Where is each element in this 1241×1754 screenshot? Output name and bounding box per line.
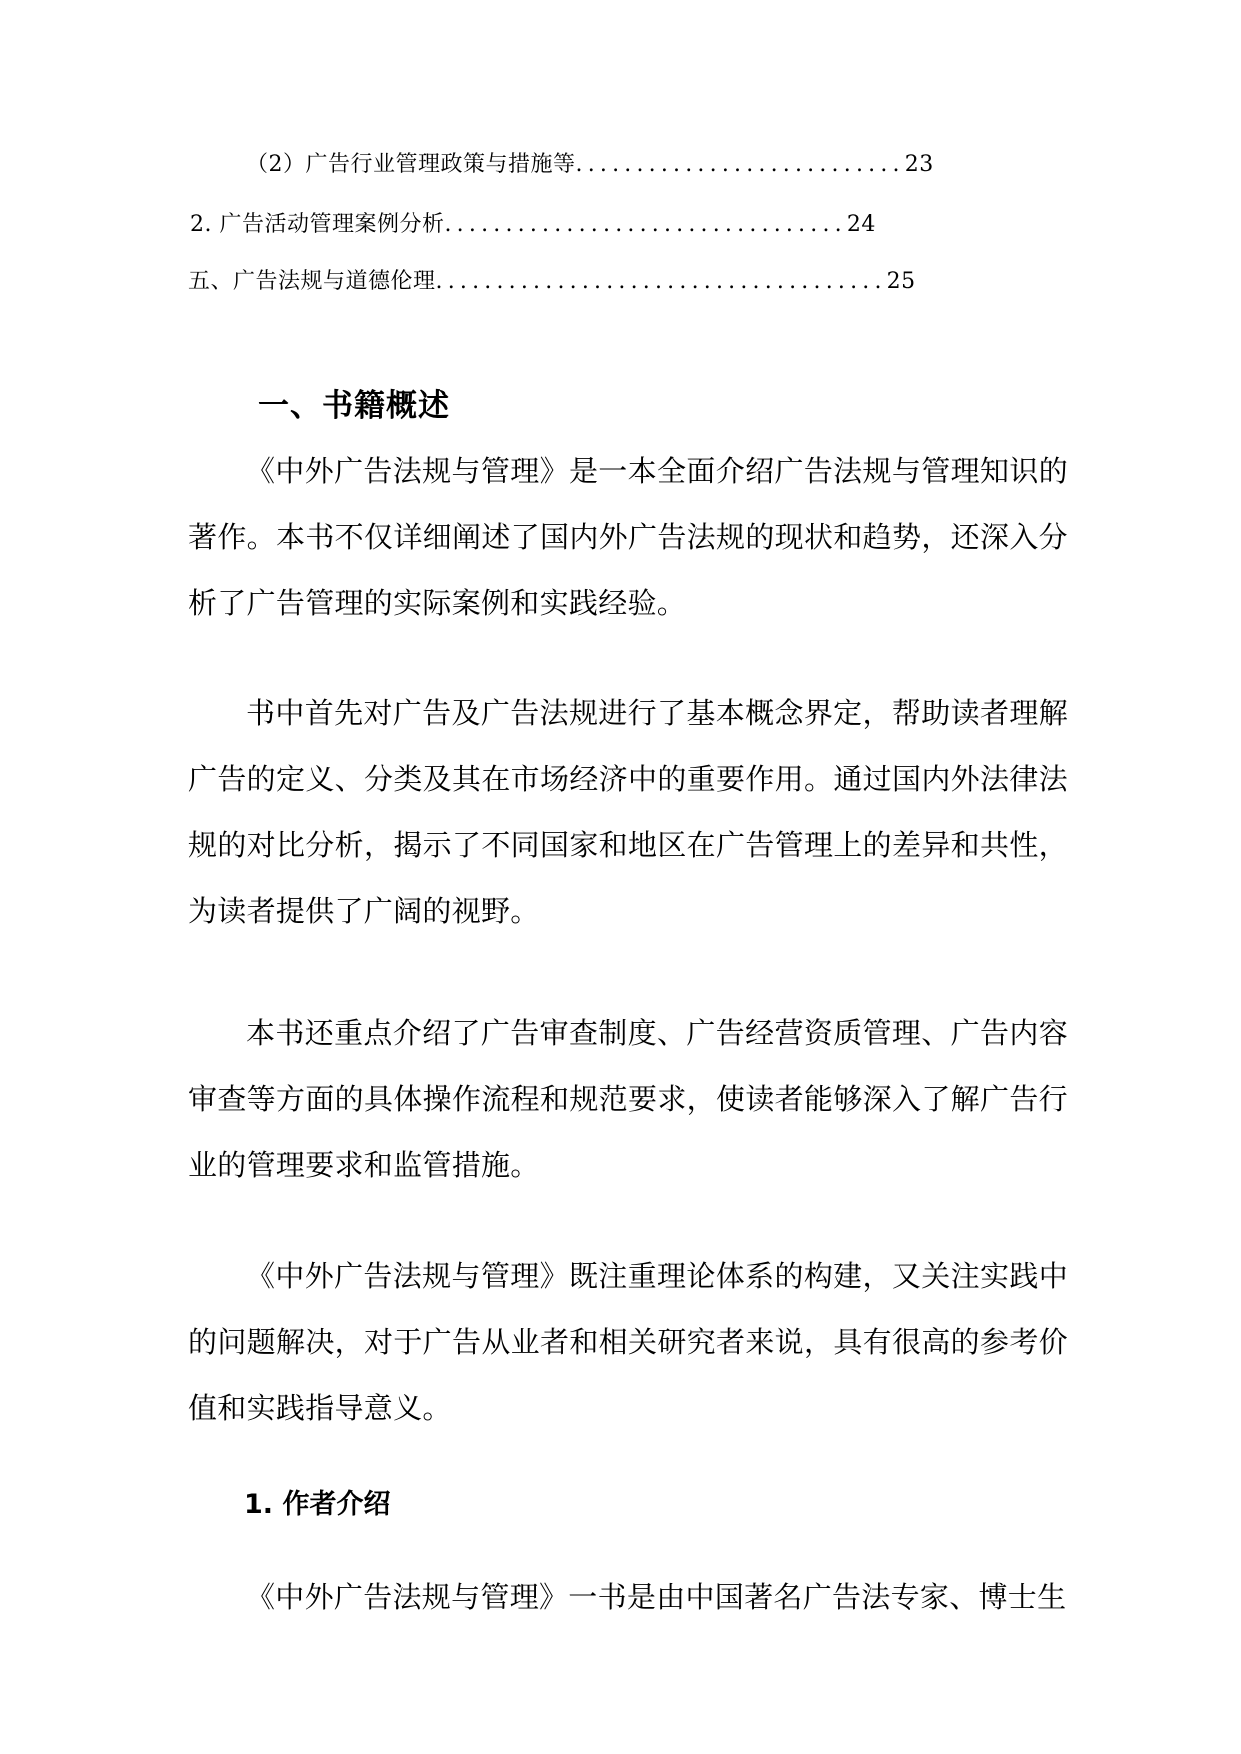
toc-entry-label: 2. 广告活动管理案例分析	[190, 212, 445, 237]
paragraph: 《中外广告法规与管理》是一本全面介绍广告法规与管理知识的著作。本书不仅详细阐述了国内外广告法规的现状和趋势，还深入分析了广告管理的实际案例和实践经验。	[188, 454, 1068, 620]
paragraph: 书中首先对广告及广告法规进行了基本概念界定，帮助读者理解广告的定义、分类及其在市场经济中的重要作用。通过国内外法律法规的对比分析，揭示了不同国家和地区在广告管理上的差异和共性，为读者提供了广阔的视野。	[188, 696, 1068, 928]
toc-page-number: 23	[904, 152, 934, 177]
paragraph: 《中外广告法规与管理》既注重理论体系的构建，又关注实践中的问题解决，对于广告从业者和相关研究者来说，具有很高的参考价值和实践指导意义。	[188, 1259, 1068, 1425]
toc-leader: ...........................	[575, 152, 905, 177]
toc-entry-label: （2）广告行业管理政策与措施等	[246, 152, 576, 177]
toc-page-number: 25	[886, 269, 916, 294]
paragraph: 本书还重点介绍了广告审查制度、广告经营资质管理、广告内容审查等方面的具体操作流程和规范要求，使读者能够深入了解广告行业的管理要求和监管措施。	[188, 1016, 1068, 1182]
toc-entry[interactable]	[188, 267, 916, 297]
toc-page-number: 24	[846, 212, 876, 237]
section-heading: 一、书籍概述	[258, 388, 450, 424]
subsection-heading: 1. 作者介绍	[244, 1489, 391, 1520]
toc-leader: .................................	[444, 212, 847, 237]
toc-leader: .....................................	[435, 269, 887, 294]
paragraph: 《中外广告法规与管理》一书是由中国著名广告法专家、博士生	[246, 1580, 1067, 1614]
toc-entry-label: 五、广告法规与道德伦理	[188, 269, 436, 294]
toc-entry[interactable]	[246, 150, 934, 180]
toc-entry[interactable]	[190, 210, 876, 240]
